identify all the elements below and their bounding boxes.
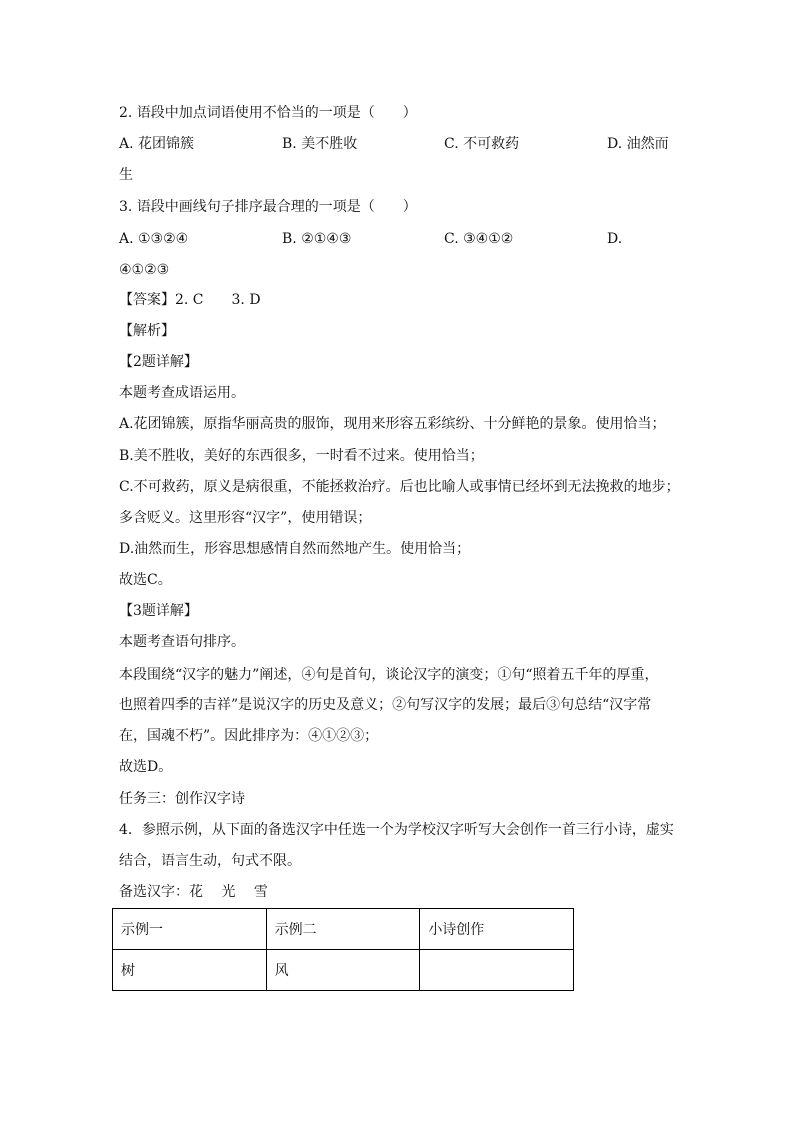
q3-option-c: C. ③④①②: [444, 231, 514, 247]
analysis-heading: 【解析】: [119, 323, 175, 339]
q3-detail-heading: 【3题详解】: [119, 603, 198, 619]
q2-detail-line: A.花团锦簇，原指华丽高贵的服饰，现用来形容五彩缤纷、十分鲜艳的景象。使用恰当；: [119, 416, 666, 432]
q3-detail-line: 故选D。: [119, 759, 173, 775]
q3-option-a: A. ①③②④: [119, 231, 189, 247]
poem-answer-cell[interactable]: [420, 950, 574, 991]
table-header-cell: 示例一: [113, 909, 267, 950]
q2-detail-line: 多含贬义。这里形容“汉字”，使用错误；: [119, 510, 372, 526]
q2-detail-line: 本题考查成语运用。: [119, 385, 245, 401]
table-header-row: [113, 909, 574, 950]
q4-candidates: 备选汉字：花 光 雪: [119, 884, 268, 900]
q2-detail-line: 故选C。: [119, 572, 172, 588]
table-header-cell: 示例二: [266, 909, 420, 950]
q3-option-d-wrap: ④①②③: [119, 262, 170, 278]
q2-stem: 2. 语段中加点词语使用不恰当的一项是（ ）: [119, 105, 417, 121]
table-header-cell: 小诗创作: [420, 909, 574, 950]
q2-option-b: B. 美不胜收: [282, 136, 358, 152]
task3-title: 任务三：创作汉字诗: [119, 791, 245, 807]
q2-option-a: A. 花团锦簇: [119, 136, 195, 152]
q3-option-b: B. ②①④③: [282, 231, 352, 247]
q3-detail-line: 本段围绕“汉字的魅力”阐述，④句是首句，谈论汉字的演变；①句“照着五千年的厚重，: [119, 667, 659, 683]
q2-detail-line: C.不可救药，原义是病很重，不能拯救治疗。后也比喻人或事情已经坏到无法挽救的地步；: [119, 479, 680, 495]
table-cell: 树: [113, 950, 267, 991]
table-cell: 风: [266, 950, 420, 991]
poem-table: [112, 908, 574, 991]
q2-option-d-wrap: 生: [119, 167, 133, 183]
q4-stem-line: 4．参照示例，从下面的备选汉字中任选一个为学校汉字听写大会创作一首三行小诗，虚实: [119, 822, 674, 838]
q3-detail-line: 在，国魂不朽”。因此排序为：④①②③；: [119, 728, 379, 744]
q4-stem-line: 结合，语言生动，句式不限。: [119, 853, 301, 869]
q3-detail-line: 本题考查语句排序。: [119, 634, 245, 650]
q3-detail-line: 也照着四季的吉祥”是说汉字的历史及意义；②句写汉字的发展；最后③句总结“汉字常: [119, 697, 652, 713]
q2-detail-heading: 【2题详解】: [119, 354, 198, 370]
answer-line: 【答案】2. C 3. D: [119, 292, 261, 308]
q2-option-d: D. 油然而: [607, 136, 669, 152]
q2-detail-line: B.美不胜收，美好的东西很多，一时看不过来。使用恰当；: [119, 448, 484, 464]
q3-option-d: D.: [607, 231, 623, 247]
q2-option-c: C. 不可救药: [444, 136, 520, 152]
q3-stem: 3. 语段中画线句子排序最合理的一项是（ ）: [119, 199, 417, 215]
q2-detail-line: D.油然而生，形容思想感情自然而然地产生。使用恰当；: [119, 541, 471, 557]
table-row: [113, 950, 574, 991]
